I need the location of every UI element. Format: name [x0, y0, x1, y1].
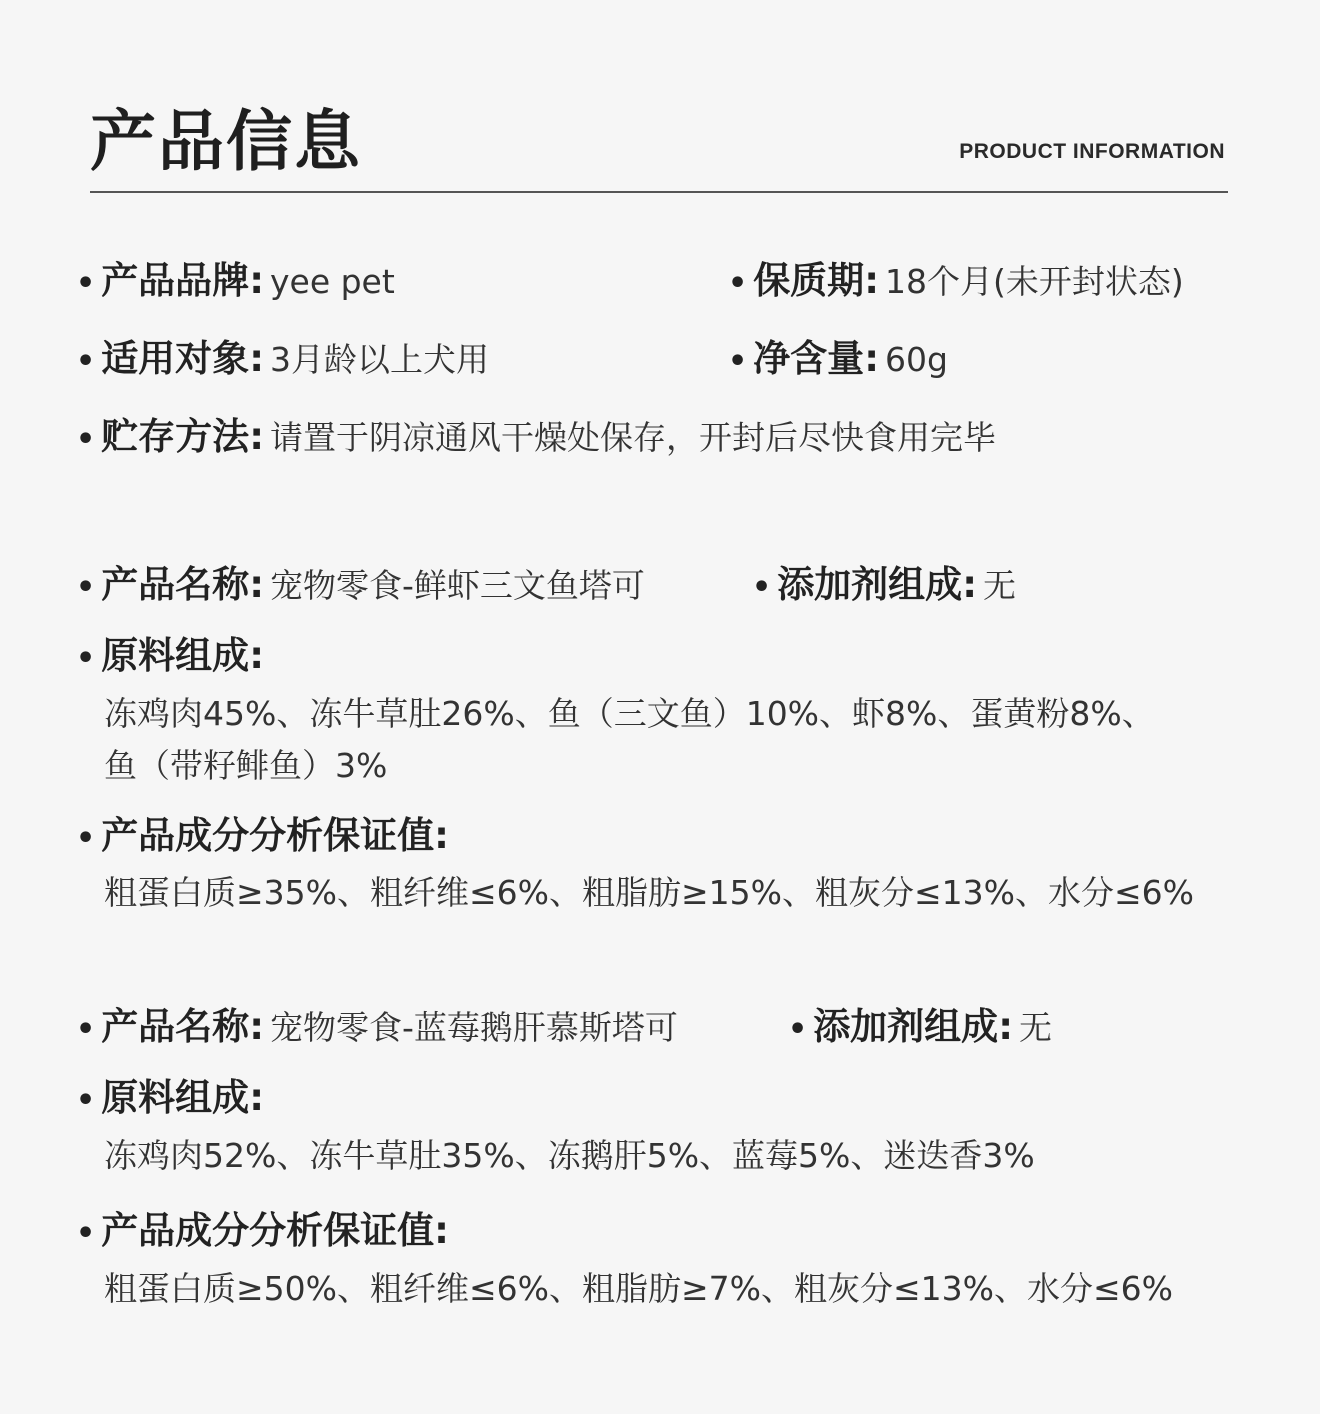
bullet-icon: •: [788, 1012, 808, 1047]
target-colon: :: [249, 337, 264, 380]
target-label: 适用对象: [101, 337, 250, 380]
ingredients-label: 原料组成: [101, 634, 250, 677]
net-content-label: 净含量: [753, 337, 865, 380]
ingredients-colon: :: [249, 634, 264, 677]
bullet-icon: •: [76, 344, 96, 379]
target-row: [76, 337, 489, 380]
product1-ingredients-line1: 冻鸡肉45%、冻牛草肚26%、鱼（三文鱼）10%、虾8%、蛋黄粉8%、: [104, 694, 1155, 733]
product2-ingredients-line1: 冻鸡肉52%、冻牛草肚35%、冻鹅肝5%、蓝莓5%、迷迭香3%: [104, 1136, 1035, 1175]
brand-colon: :: [249, 259, 264, 302]
bullet-icon: •: [76, 422, 96, 457]
bullet-icon: •: [76, 1083, 96, 1118]
target-value: 3月龄以上犬用: [269, 340, 489, 379]
shelf-life-row: [728, 259, 1184, 302]
page-subtitle: PRODUCT INFORMATION: [959, 140, 1225, 163]
product-name-value: 宠物零食-蓝莓鹅肝慕斯塔可: [269, 1008, 678, 1047]
bullet-icon: •: [752, 570, 772, 605]
brand-row: [76, 259, 395, 302]
bullet-icon: •: [76, 1216, 96, 1251]
storage-label: 贮存方法: [101, 415, 250, 458]
ingredients-label: 原料组成: [101, 1076, 250, 1119]
header-divider: [90, 191, 1228, 193]
ingredients-colon: :: [249, 1076, 264, 1119]
net-content-colon: :: [864, 337, 879, 380]
product2-analysis-heading: [76, 1209, 449, 1252]
product-name-label: 产品名称: [101, 563, 250, 606]
shelf-life-value: 18个月(未开封状态): [884, 262, 1184, 301]
storage-row: [76, 415, 996, 458]
additives-colon: :: [998, 1005, 1013, 1048]
product1-name-row: [76, 563, 645, 606]
bullet-icon: •: [728, 266, 748, 301]
additives-label: 添加剂组成: [777, 563, 963, 606]
brand-value: yee pet: [269, 262, 395, 301]
product2-additives-row: [788, 1005, 1052, 1048]
product1-ingredients-heading: [76, 634, 264, 677]
bullet-icon: •: [76, 570, 96, 605]
additives-value: 无: [982, 566, 1016, 605]
product1-analysis-heading: [76, 814, 449, 857]
product1-additives-row: [752, 563, 1016, 606]
bullet-icon: •: [76, 266, 96, 301]
product1-analysis-value: 粗蛋白质≥35%、粗纤维≤6%、粗脂肪≥15%、粗灰分≤13%、水分≤6%: [104, 873, 1194, 912]
product1-ingredients-line2: 鱼（带籽鲱鱼）3%: [104, 746, 388, 785]
bullet-icon: •: [76, 821, 96, 856]
shelf-life-colon: :: [864, 259, 879, 302]
page-title: 产品信息: [90, 103, 362, 180]
bullet-icon: •: [728, 344, 748, 379]
product2-analysis-value: 粗蛋白质≥50%、粗纤维≤6%、粗脂肪≥7%、粗灰分≤13%、水分≤6%: [104, 1269, 1174, 1308]
brand-label: 产品品牌: [101, 259, 250, 302]
product-name-value: 宠物零食-鲜虾三文鱼塔可: [269, 566, 645, 605]
product2-ingredients-heading: [76, 1076, 264, 1119]
net-content-row: [728, 337, 948, 380]
shelf-life-label: 保质期: [753, 259, 865, 302]
net-content-value: 60g: [884, 340, 948, 379]
additives-value: 无: [1018, 1008, 1052, 1047]
analysis-label: 产品成分分析保证值:: [101, 814, 449, 857]
product-name-label: 产品名称: [101, 1005, 250, 1048]
product-name-colon: :: [249, 1005, 264, 1048]
additives-label: 添加剂组成: [813, 1005, 999, 1048]
product2-name-row: [76, 1005, 678, 1048]
bullet-icon: •: [76, 641, 96, 676]
additives-colon: :: [962, 563, 977, 606]
analysis-label: 产品成分分析保证值:: [101, 1209, 449, 1252]
storage-colon: :: [249, 415, 264, 458]
bullet-icon: •: [76, 1012, 96, 1047]
storage-value: 请置于阴凉通风干燥处保存，开封后尽快食用完毕: [269, 418, 996, 457]
product-name-colon: :: [249, 563, 264, 606]
